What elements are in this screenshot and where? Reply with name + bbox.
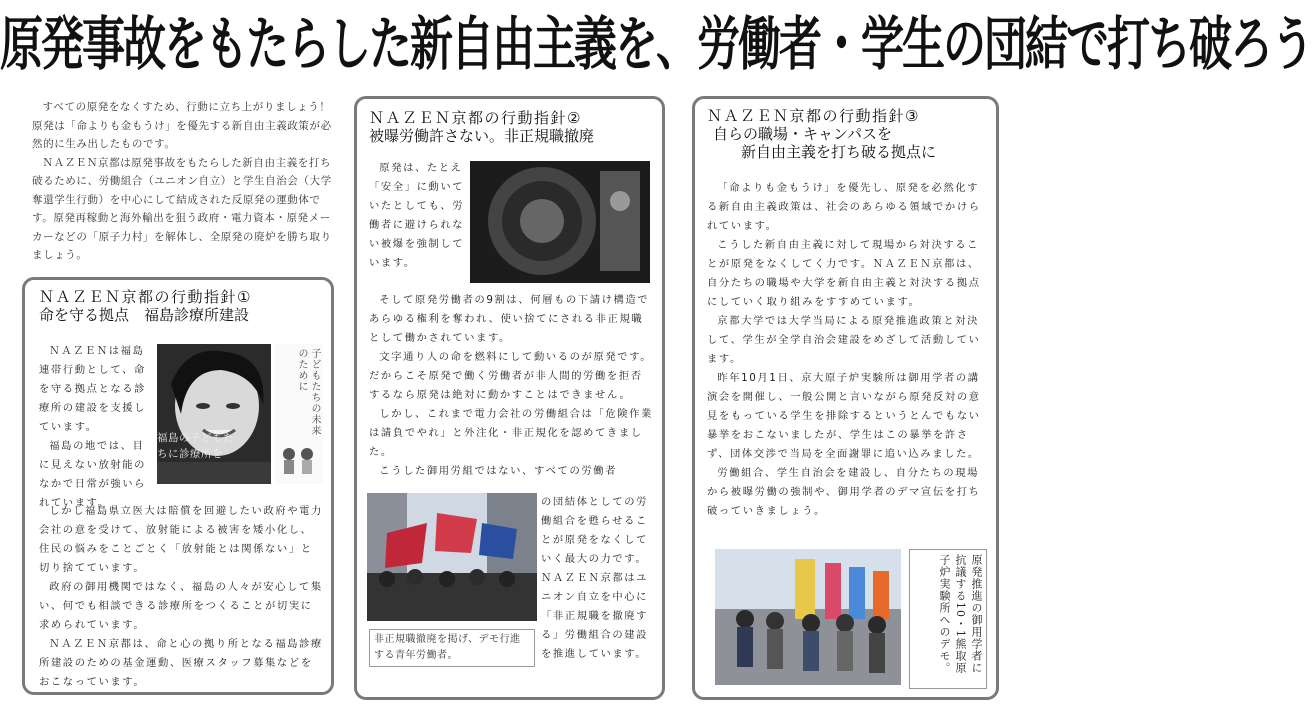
guideline-1-title-line2: 命を守る拠点 福島診療所建設 <box>39 306 250 324</box>
child-photo-image <box>157 344 271 484</box>
guideline-2-title <box>369 109 653 145</box>
guideline-2-box <box>354 96 665 700</box>
guideline-3-paragraph: こうした新自由主義に対して現場から対決することが原発をなくしてく力です。ＮＡＺＥＮ京都は、自分たちの職場や大学を新自由主義と対決する拠点にしていく取り組みをすすめています。 <box>707 239 981 308</box>
child-photo-caption: 福島の子どもたちに診療所を <box>157 432 234 460</box>
child-photo <box>157 344 271 484</box>
children-illustration-icon <box>275 444 323 484</box>
guideline-2-wrap-bottom <box>541 493 653 664</box>
guideline-2-paragraph: こうした御用労組ではない、すべての労働者 <box>379 465 618 477</box>
demo-photo-caption: 非正規職撤廃を掲げ、デモ行進する青年労働者。 <box>369 629 535 667</box>
intro-text <box>32 98 342 265</box>
headline: 原発事故をもたらした新自由主義を、労働者・学生の団結で打ち破ろう <box>0 11 1312 79</box>
guideline-2-paragraph: 文字通り人の命を燃料にして動いるのが原発です。だからこそ原発で働く労働者が非人間的労働を拒否するなら原発は絶対に動かすことはできません。 <box>369 351 653 401</box>
reactor-photo <box>470 161 650 283</box>
guideline-1-body <box>39 502 323 692</box>
illustration <box>275 344 323 484</box>
demo-photo <box>367 493 537 621</box>
guideline-3-box <box>692 96 999 700</box>
guideline-2-paragraph: の団結体としての労働組合を甦らせることが原発をなくしていく最大の力です。ＮＡＺＥＮ京都はユニオン自立を中心に「非正規職を撤廃する」労働組合の建設を推進しています。 <box>541 496 649 660</box>
guideline-3-body <box>707 179 989 521</box>
guideline-1-title <box>39 288 319 324</box>
guideline-3-title-line1: ＮＡＺＥＮ京都の行動指針③ <box>707 107 920 125</box>
intro-paragraph: すべての原発をなくすため、行動に立ち上がりましょう！ 原発は「命よりも金もうけ」を優先する新自由主義政策が必然的に生み出したものです。 <box>32 101 342 150</box>
guideline-3-title <box>707 107 987 161</box>
guideline-3-title-line3: 新自由主義を打ち破る拠点に <box>741 143 937 161</box>
intro-paragraph: ＮＡＺＥＮ京都は原発事故をもたらした新自由主義を打ち破るために、労働組合（ユニオン自立）と学生自治会（大学奪還学生行動）を中心にして結成された反原発の運動体です。原発再稼動と海外輸出を狙う政府・電力資本・原発メーカーなどの「原子力村」を解体し、全原発の廃炉を勝ち取りましょう。 <box>32 156 332 261</box>
kumatori-demo-photo <box>715 549 901 685</box>
guideline-1-paragraph: しかし福島県立医大は賠償を回避したい政府や電力会社の意を受けて、放射能による被害を矮小化し、住民の悩みをことごとく「放射能とは関係ない」と切り捨てています。 <box>39 505 323 574</box>
guideline-2-title-line1: ＮＡＺＥＮ京都の行動指針② <box>369 109 582 127</box>
guideline-2-title-line2: 被曝労働許さない。非正規職撤廃 <box>369 127 595 145</box>
guideline-1-paragraph: 福島の地では、目に見えない放射能のなかで日常が強いられています。 <box>39 440 147 509</box>
guideline-1-wrap-text <box>39 342 151 513</box>
kumatori-demo-photo-image <box>715 549 901 685</box>
guideline-1-box <box>22 277 334 695</box>
kumatori-photo-caption: 原発推進の御用学者に抗議する10・1熊取原子炉実験所へのデモ。 <box>909 549 987 689</box>
guideline-2-paragraph: 原発は、たとえ「安全」に動いていたとしても、労働者に避けられない被爆を強制しています。 <box>369 162 465 269</box>
guideline-2-body <box>369 291 653 481</box>
guideline-2-paragraph: しかし、これまで電力会社の労働組合は「危険作業は請負でやれ」と外注化・非正規化を認めてきました。 <box>369 408 653 458</box>
guideline-3-paragraph: 京都大学では大学当局による原発推進政策と対決して、学生が全学自治会建設をめざして活動しています。 <box>707 315 981 365</box>
guideline-1-title-line1: ＮＡＺＥＮ京都の行動指針① <box>39 288 252 306</box>
guideline-1-paragraph: ＮＡＺＥＮは福島連帯行動として、命を守る拠点となる診療所の建設を支援しています。 <box>39 345 147 433</box>
guideline-3-paragraph: 昨年10月1日、京大原子炉実験所は御用学者の講演会を開催し、一般公開と言いながら原発反対の意見をもっている学生を排除するというとんでもない暴挙をおこないましたが、学生はこの暴挙を許さず、団体交渉で当局を全面謝罪に追い込みました。 <box>707 372 981 460</box>
guideline-3-paragraph: 「命よりも金もうけ」を優先し、原発を必然化する新自由主義政策は、社会のあらゆる領域でかけられています。 <box>707 182 981 232</box>
guideline-1-paragraph: 政府の御用機関ではなく、福島の人々が安心して集い、何でも相談できる診療所をつくることが切実に求められています。 <box>39 581 323 631</box>
guideline-2-paragraph: そして原発労働者の9割は、何層もの下請け構造であらゆる権利を奪われ、使い捨てにされる非正規職として働かされています。 <box>369 294 650 344</box>
illustration-text: 子どもたちの未来のために <box>296 348 320 436</box>
reactor-photo-image <box>470 161 650 283</box>
guideline-1-paragraph: ＮＡＺＥＮ京都は、命と心の拠り所となる福島診療所建設のための基金運動、医療スタッフ募集などをおこなっています。 <box>39 638 323 688</box>
guideline-2-wrap-text <box>369 159 467 273</box>
demo-photo-image <box>367 493 537 621</box>
guideline-3-paragraph: 労働組合、学生自治会を建設し、自分たちの現場から被曝労働の強制や、御用学者のデマ宣伝を打ち破っていきましょう。 <box>707 467 981 517</box>
guideline-3-title-line2: 自らの職場・キャンパスを <box>713 125 892 143</box>
